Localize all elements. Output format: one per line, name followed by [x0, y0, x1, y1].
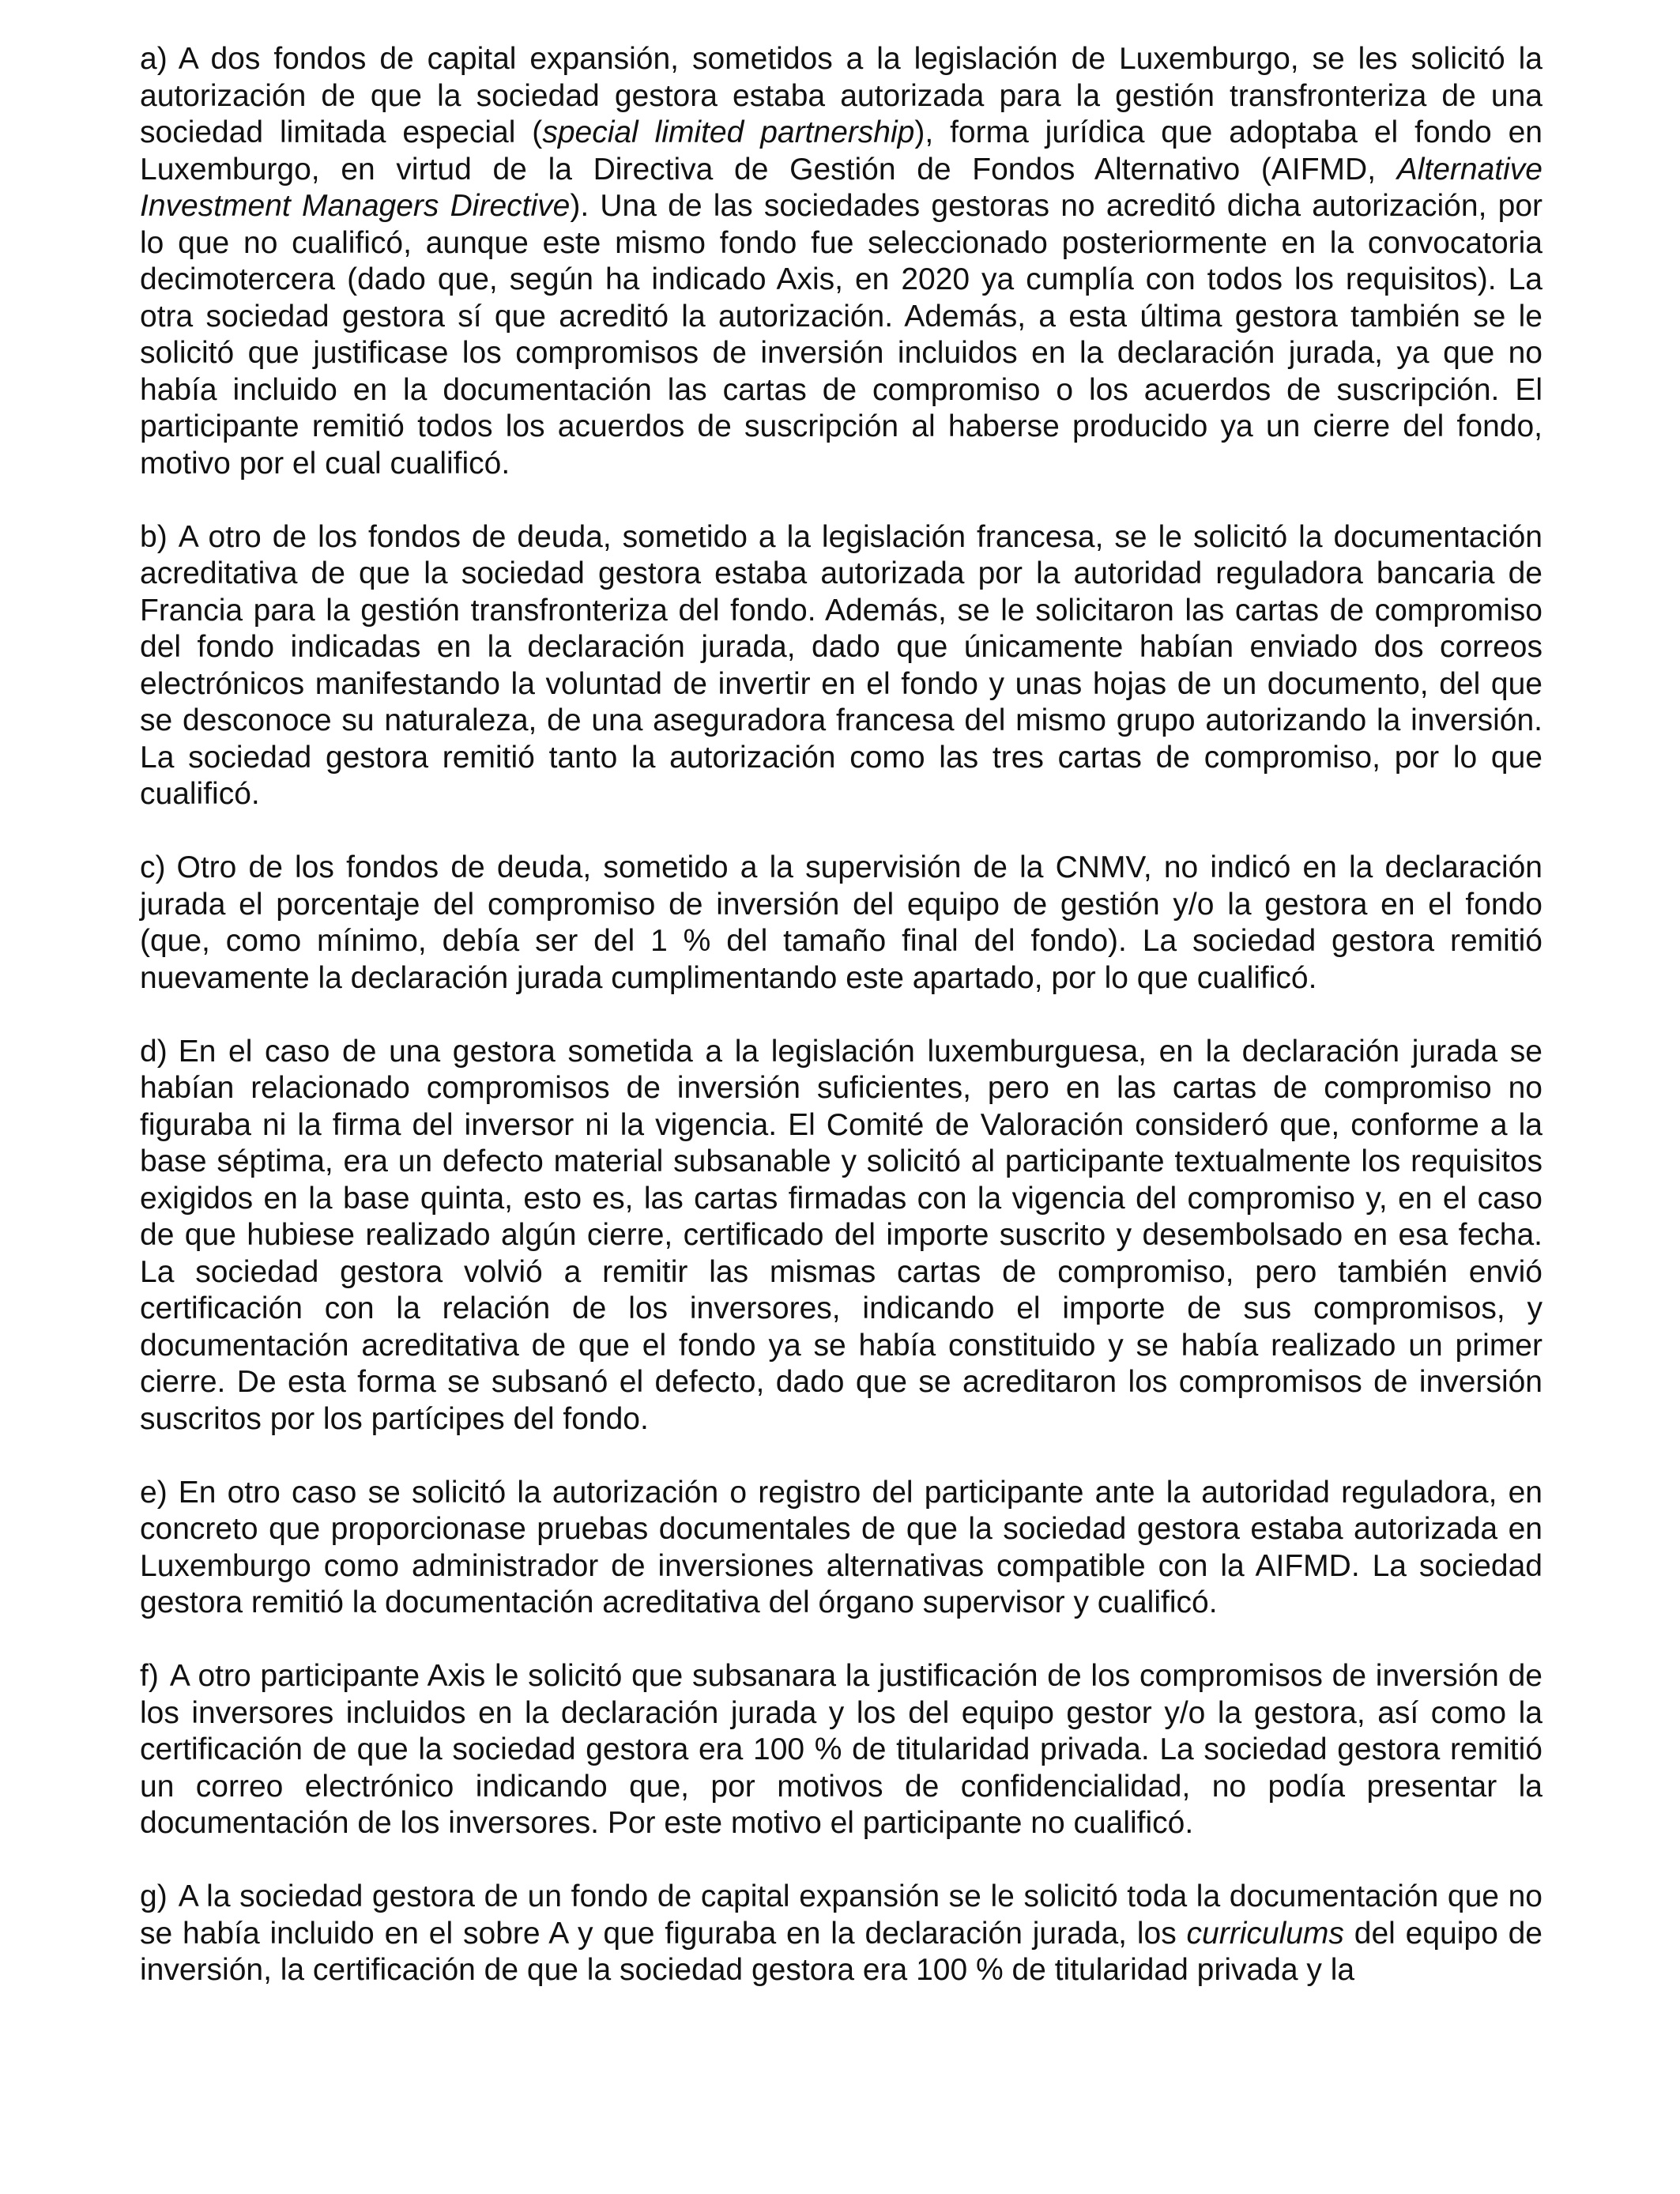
- paragraph-g: [140, 1879, 1543, 1989]
- paragraph-text: En otro caso se solicitó la autorización o registro del participante ante la autoridad reguladora, en concreto que proporcionase pruebas documentales de que la sociedad gestora estaba autorizada en Luxemburgo como administrador de inversiones alternativas compatible con la AIFMD. La sociedad gestora remitió la documentación acreditativa del órgano supervisor y cualificó.: [140, 1475, 1543, 1619]
- paragraph-text: ), forma jurídica que adoptaba el fondo en Luxemburgo, en virtud de la Directiva de Gestión de Fondos Alternativo (AIFMD,: [140, 115, 1543, 187]
- paragraph-text-italic: curriculums: [1186, 1916, 1344, 1951]
- list-marker: g): [140, 1879, 168, 1913]
- paragraph-c: [140, 850, 1543, 997]
- paragraph-e: [140, 1475, 1543, 1622]
- list-marker: a): [140, 42, 168, 76]
- list-marker: f): [140, 1659, 159, 1693]
- paragraph-text: Otro de los fondos de deuda, sometido a la supervisión de la CNMV, no indicó en la declaración jurada el porcentaje del compromiso de inversión del equipo de gestión y/o la gestora en el fondo (que, como mínimo, debía ser del 1 % del tamaño final del fondo). La sociedad gestora remitió nuevamente la declaración jurada cumplimentando este apartado, por lo que cualificó.: [140, 850, 1543, 995]
- list-marker: b): [140, 519, 168, 554]
- list-marker: c): [140, 850, 166, 884]
- list-marker: e): [140, 1475, 168, 1510]
- paragraph-text: A dos fondos de capital expansión, sometidos a la legislación de Luxemburgo, se les solicitó la autorización de que la sociedad gestora estaba autorizada para la gestión transfronteriza de una sociedad limitada especial (: [140, 42, 1543, 149]
- paragraph-text: ). Una de las sociedades gestoras no acreditó dicha autorización, por lo que no cualificó, aunque este mismo fondo fue seleccionado posteriormente en la convocatoria decimotercera (dado que, según ha indicado Axis, en 2020 ya cumplía con todos los requisitos). La otra sociedad gestora sí que acreditó la autorización. Además, a esta última gestora también se le solicitó que justificase los compromisos de inversión incluidos en la declaración jurada, ya que no había incluido en la documentación las cartas de compromiso o los acuerdos de suscripción. El participante remitió todos los acuerdos de suscripción al haberse producido ya un cierre del fondo, motivo por el cual cualificó.: [140, 189, 1543, 481]
- paragraph-d: [140, 1034, 1543, 1438]
- paragraph-text: A la sociedad gestora de un fondo de capital expansión se le solicitó toda la documentación que no se había incluido en el sobre A y que figuraba en la declaración jurada, los: [140, 1879, 1543, 1951]
- paragraph-f: [140, 1658, 1543, 1842]
- paragraph-text: A otro participante Axis le solicitó que subsanara la justificación de los compromisos de inversión de los inversores incluidos en la declaración jurada y los del equipo gestor y/o la gestora, así como la certificación de que la sociedad gestora era 100 % de titularidad privada. La sociedad gestora remitió un correo electrónico indicando que, por motivos de confidencialidad, no podía presentar la documentación de los inversores. Por este motivo el participante no cualificó.: [140, 1659, 1543, 1840]
- list-marker: d): [140, 1034, 168, 1069]
- paragraph-text: del equipo de inversión, la certificación de que la sociedad gestora era 100 % de titularidad privada y la: [140, 1916, 1543, 1987]
- paragraph-b: [140, 519, 1543, 813]
- paragraph-a: [140, 41, 1543, 482]
- paragraph-text: En el caso de una gestora sometida a la legislación luxemburguesa, en la declaración jurada se habían relacionado compromisos de inversión suficientes, pero en las cartas de compromiso no figuraba ni la firma del inversor ni la vigencia. El Comité de Valoración consideró que, conforme a la base séptima, era un defecto material subsanable y solicitó al participante textualmente los requisitos exigidos en la base quinta, esto es, las cartas firmadas con la vigencia del compromiso y, en el caso de que hubiese realizado algún cierre, certificado del importe suscrito y desembolsado en esa fecha. La sociedad gestora volvió a remitir las mismas cartas de compromiso, pero también envió certificación con la relación de los inversores, indicando el importe de sus compromisos, y documentación acreditativa de que el fondo ya se había constituido y se había realizado un primer cierre. De esta forma se subsanó el defecto, dado que se acreditaron los compromisos de inversión suscritos por los partícipes del fondo.: [140, 1034, 1543, 1436]
- paragraph-text-italic: Alternative Investment Managers Directive: [140, 152, 1543, 223]
- paragraph-text: A otro de los fondos de deuda, sometido a la legislación francesa, se le solicitó la documentación acreditativa de que la sociedad gestora estaba autorizada por la autoridad reguladora bancaria de Francia para la gestión transfronteriza del fondo. Además, se le solicitaron las cartas de compromiso del fondo indicadas en la declaración jurada, dado que únicamente habían enviado dos correos electrónicos manifestando la voluntad de invertir en el fondo y unas hojas de un documento, del que se desconoce su naturaleza, de una aseguradora francesa del mismo grupo autorizando la inversión. La sociedad gestora remitió tanto la autorización como las tres cartas de compromiso, por lo que cualificó.: [140, 519, 1543, 811]
- document-page: [140, 41, 1543, 1989]
- paragraph-text-italic: special limited partnership: [542, 115, 915, 149]
